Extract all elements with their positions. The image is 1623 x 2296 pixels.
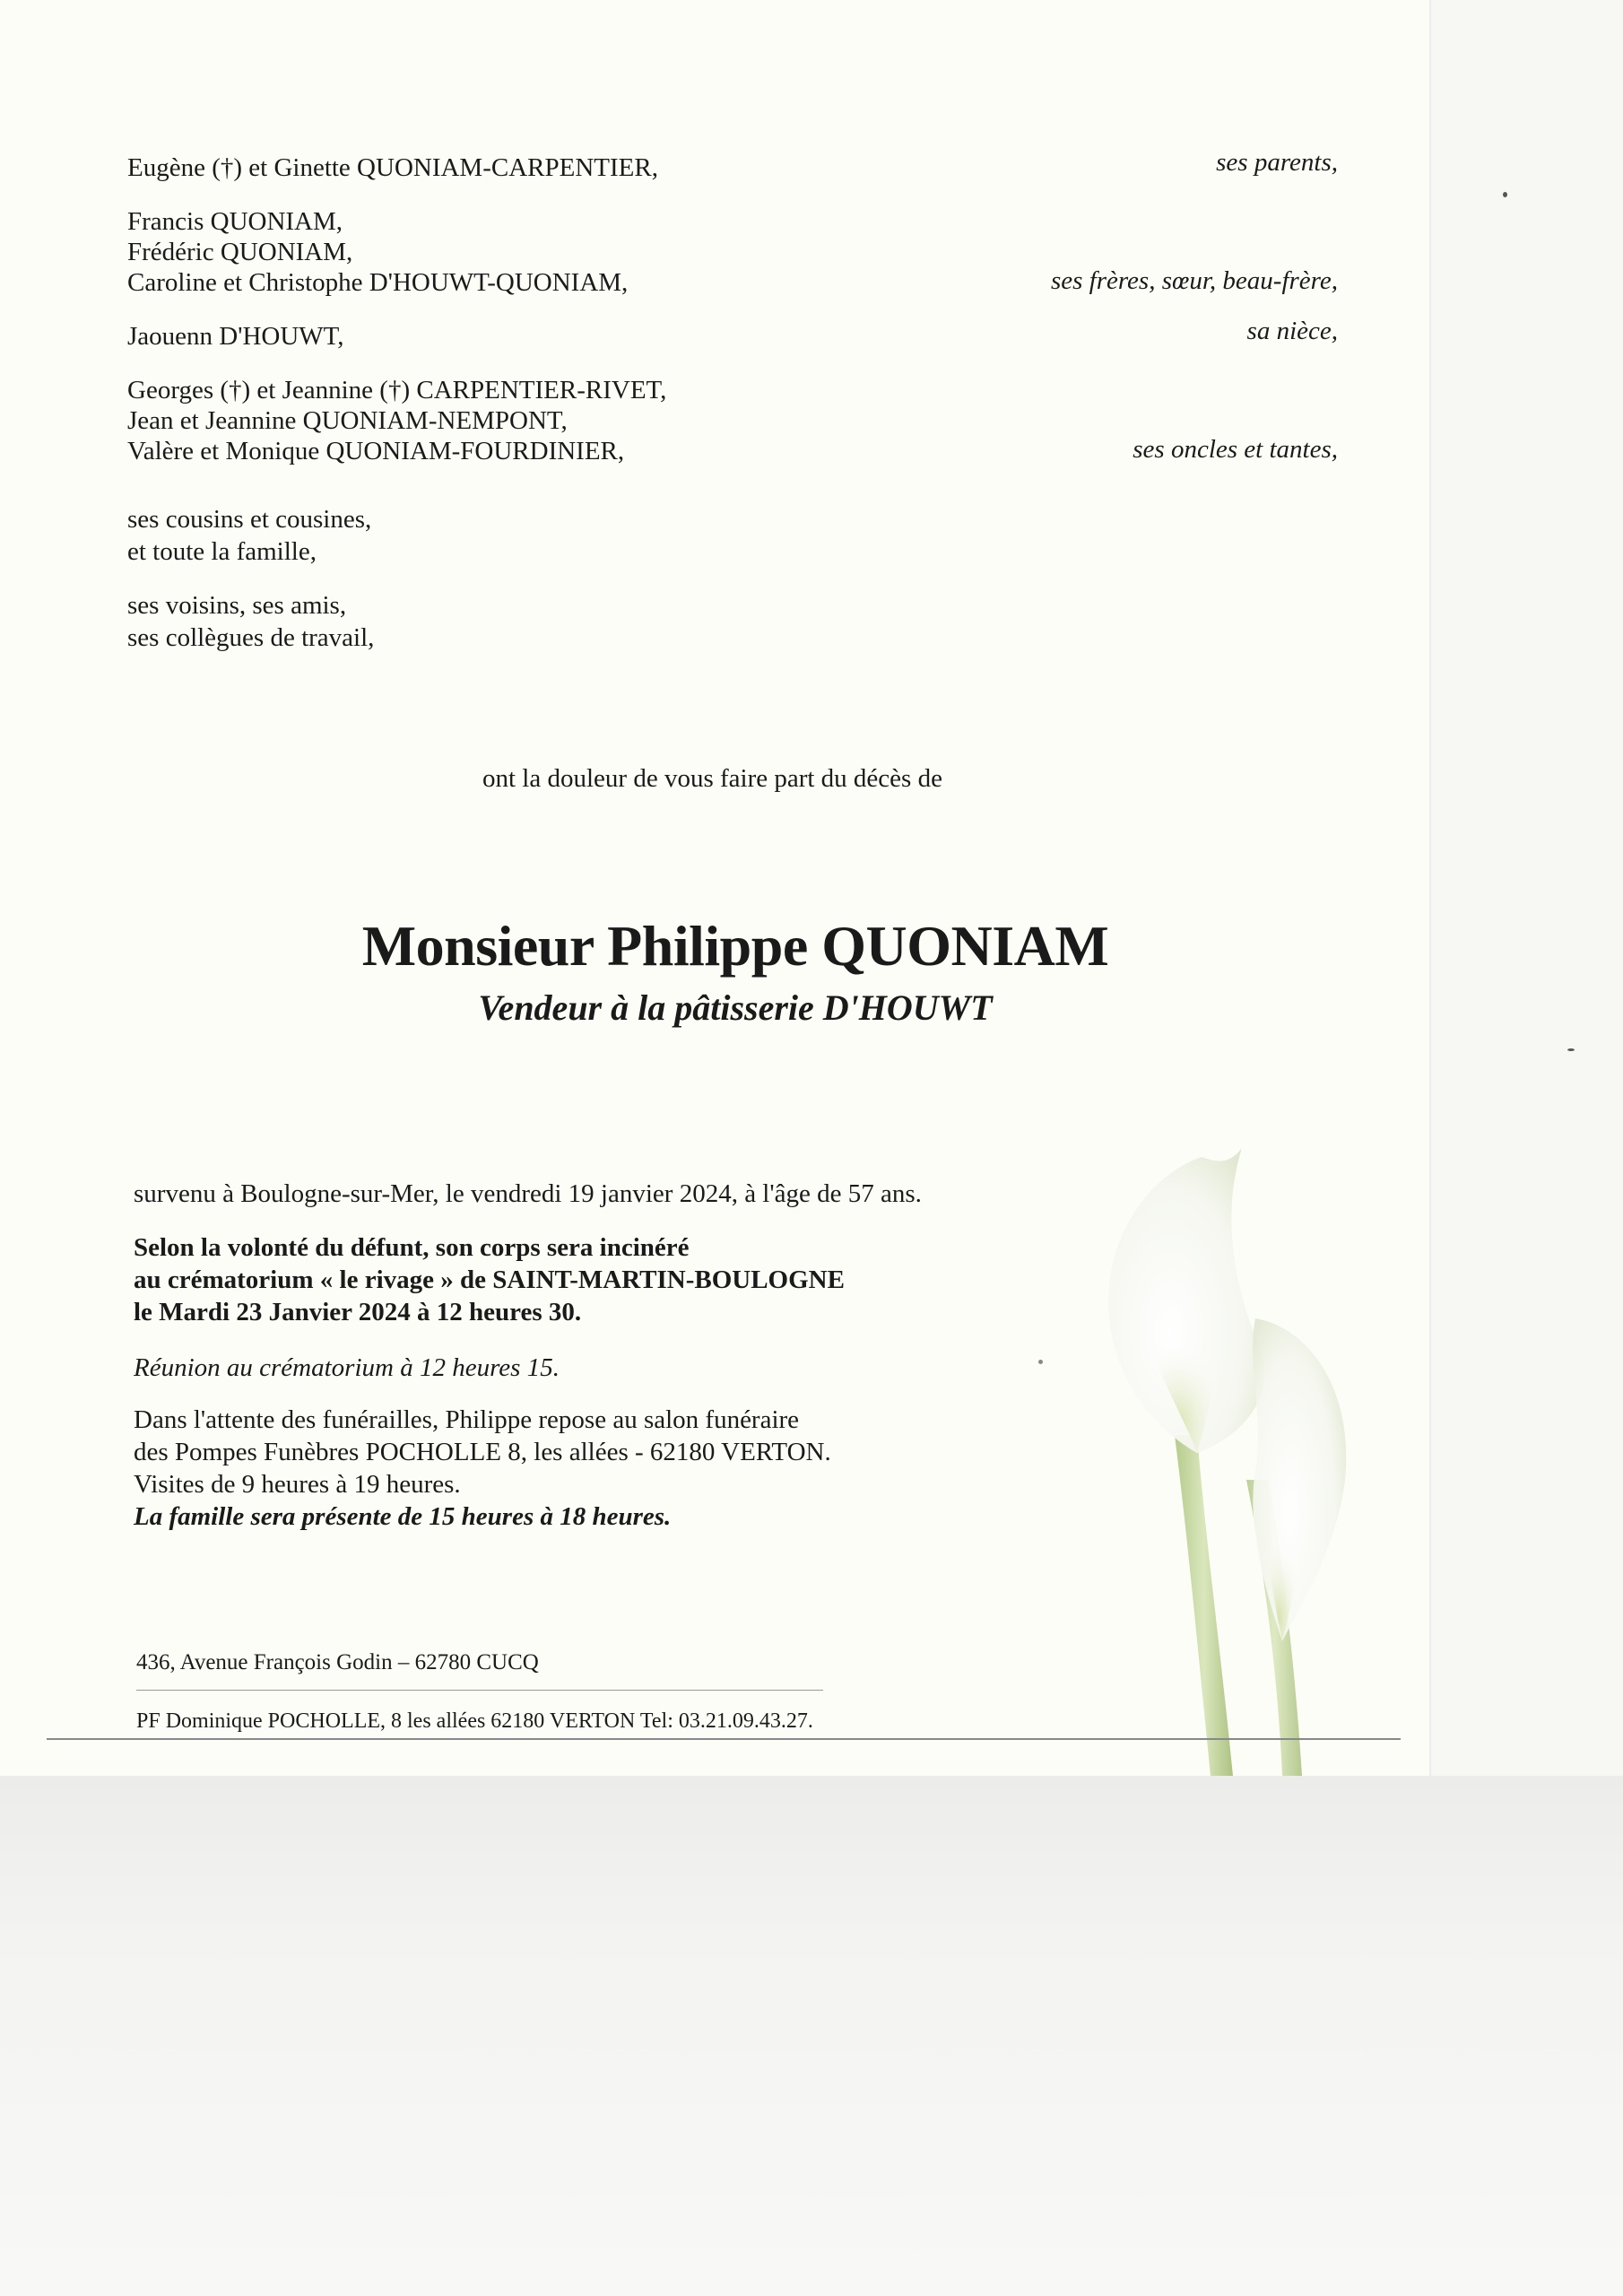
family-presence-line: La famille sera présente de 15 heures à 18 heures. <box>134 1502 672 1531</box>
death-line: survenu à Boulogne-sur-Mer, le vendredi 19 janvier 2024, à l'âge de 57 ans. <box>134 1179 922 1208</box>
family-line: ses cousins et cousines, <box>127 505 372 534</box>
family-line: Jaouenn D'HOUWT, <box>127 322 344 351</box>
family-line: ses collègues de travail, <box>127 623 375 652</box>
family-line: Valère et Monique QUONIAM-FOURDINIER, <box>127 437 625 465</box>
relation-parents: ses parents, <box>1216 148 1338 177</box>
deceased-occupation: Vendeur à la pâtisserie D'HOUWT <box>478 987 993 1028</box>
family-line: Jean et Jeannine QUONIAM-NEMPONT, <box>127 406 568 435</box>
rest-line: Visites de 9 heures à 19 heures. <box>134 1470 461 1499</box>
meeting-line: Réunion au crématorium à 12 heures 15. <box>134 1353 560 1382</box>
footer-divider <box>136 1690 823 1691</box>
family-line: Eugène (†) et Ginette QUONIAM-CARPENTIER, <box>127 153 658 182</box>
family-line: et toute la famille, <box>127 537 317 566</box>
rest-line: des Pompes Funèbres POCHOLLE 8, les allées - 62180 VERTON. <box>134 1438 831 1466</box>
cremation-line: le Mardi 23 Janvier 2024 à 12 heures 30. <box>134 1298 582 1326</box>
scan-speck <box>1567 1048 1575 1051</box>
footer-divider <box>47 1738 1401 1740</box>
rest-line: Dans l'attente des funérailles, Philippe repose au salon funéraire <box>134 1405 800 1434</box>
family-line: Francis QUONIAM, <box>127 207 343 236</box>
family-line: Frédéric QUONIAM, <box>127 238 353 266</box>
funeral-home-info: PF Dominique POCHOLLE, 8 les allées 62180 VERTON Tel: 03.21.09.43.27. <box>136 1709 813 1733</box>
family-line: ses voisins, ses amis, <box>127 591 347 620</box>
family-line: Georges (†) et Jeannine (†) CARPENTIER-RIVET, <box>127 376 667 404</box>
family-line: Caroline et Christophe D'HOUWT-QUONIAM, <box>127 268 629 297</box>
calla-lily-illustration <box>1040 1139 1417 1776</box>
relation-siblings: ses frères, sœur, beau-frère, <box>1050 266 1338 295</box>
relation-niece: sa nièce, <box>1246 317 1338 345</box>
scan-background <box>0 1776 1623 2296</box>
family-address: 436, Avenue François Godin – 62780 CUCQ <box>136 1650 539 1674</box>
scan-speck <box>1503 192 1507 197</box>
announcement-text: ont la douleur de vous faire part du décès de <box>482 764 942 793</box>
cremation-line: Selon la volonté du défunt, son corps sera incinéré <box>134 1233 690 1262</box>
card-edge <box>1429 0 1431 1776</box>
deceased-name: Monsieur Philippe QUONIAM <box>361 914 1109 978</box>
cremation-line: au crématorium « le rivage » de SAINT-MARTIN-BOULOGNE <box>134 1265 845 1294</box>
relation-uncles: ses oncles et tantes, <box>1133 435 1338 464</box>
